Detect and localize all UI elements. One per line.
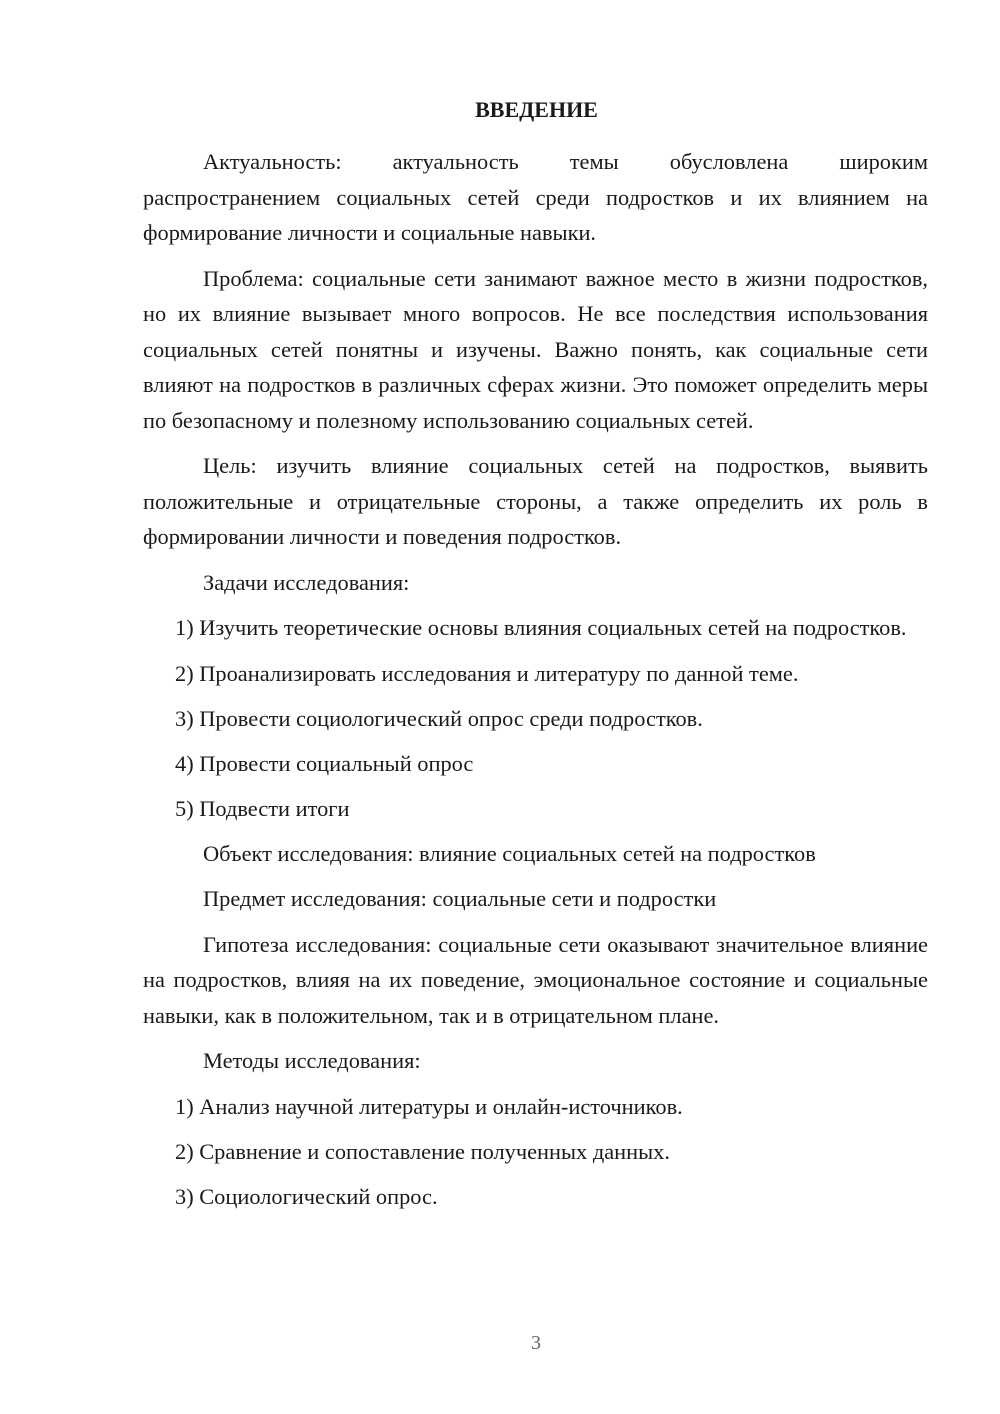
object-paragraph: Объект исследования: влияние социальных сетей на подростков	[203, 840, 816, 866]
task-item: 1) Изучить теоретические основы влияния социальных сетей на подростков.	[175, 615, 907, 640]
page-number: 3	[531, 1332, 541, 1354]
tasks-heading: Задачи исследования:	[203, 569, 410, 595]
page-title: ВВЕДЕНИЕ	[475, 97, 598, 122]
task-item: 3) Провести социологический опрос среди подростков.	[175, 705, 703, 731]
method-item: 1) Анализ научной литературы и онлайн-источников.	[175, 1093, 683, 1119]
hypothesis-paragraph: Гипотеза исследования: социальные сети оказывают значительное влияние на подростков, влияя на их поведение, эмоциональное состояние и социальные навыки, как в положительном, так и в отрицательном плане.	[143, 931, 928, 1028]
goal-paragraph: Цель: изучить влияние социальных сетей на подростков, выявить положительные и отрицательные стороны, а также определить их роль в формировании личности и поведения подростков.	[143, 453, 928, 549]
problem-paragraph: Проблема: социальные сети занимают важное место в жизни подростков, но их влияние вызывает много вопросов. Не все последствия использования социальных сетей понятны и изучены. Важно понять, как социальные сети влияют на подростков в различных сферах жизни. Это поможет определить меры по безопасному и полезному использованию социальных сетей.	[143, 265, 928, 433]
method-item: 3) Социологический опрос.	[175, 1183, 438, 1209]
task-item: 2) Проанализировать исследования и литературу по данной теме.	[175, 660, 799, 686]
relevance-paragraph: Актуальность: актуальность темы обусловлена широким распространением социальных сетей среди подростков и их влиянием на формирование личности и социальные навыки.	[143, 149, 928, 245]
task-item: 5) Подвести итоги	[175, 795, 350, 821]
document-page	[143, 96, 928, 1224]
method-item: 2) Сравнение и сопоставление полученных данных.	[175, 1138, 670, 1164]
task-item: 4) Провести социальный опрос	[175, 750, 474, 776]
methods-heading: Методы исследования:	[203, 1048, 421, 1073]
subject-paragraph: Предмет исследования: социальные сети и подростки	[203, 886, 717, 911]
